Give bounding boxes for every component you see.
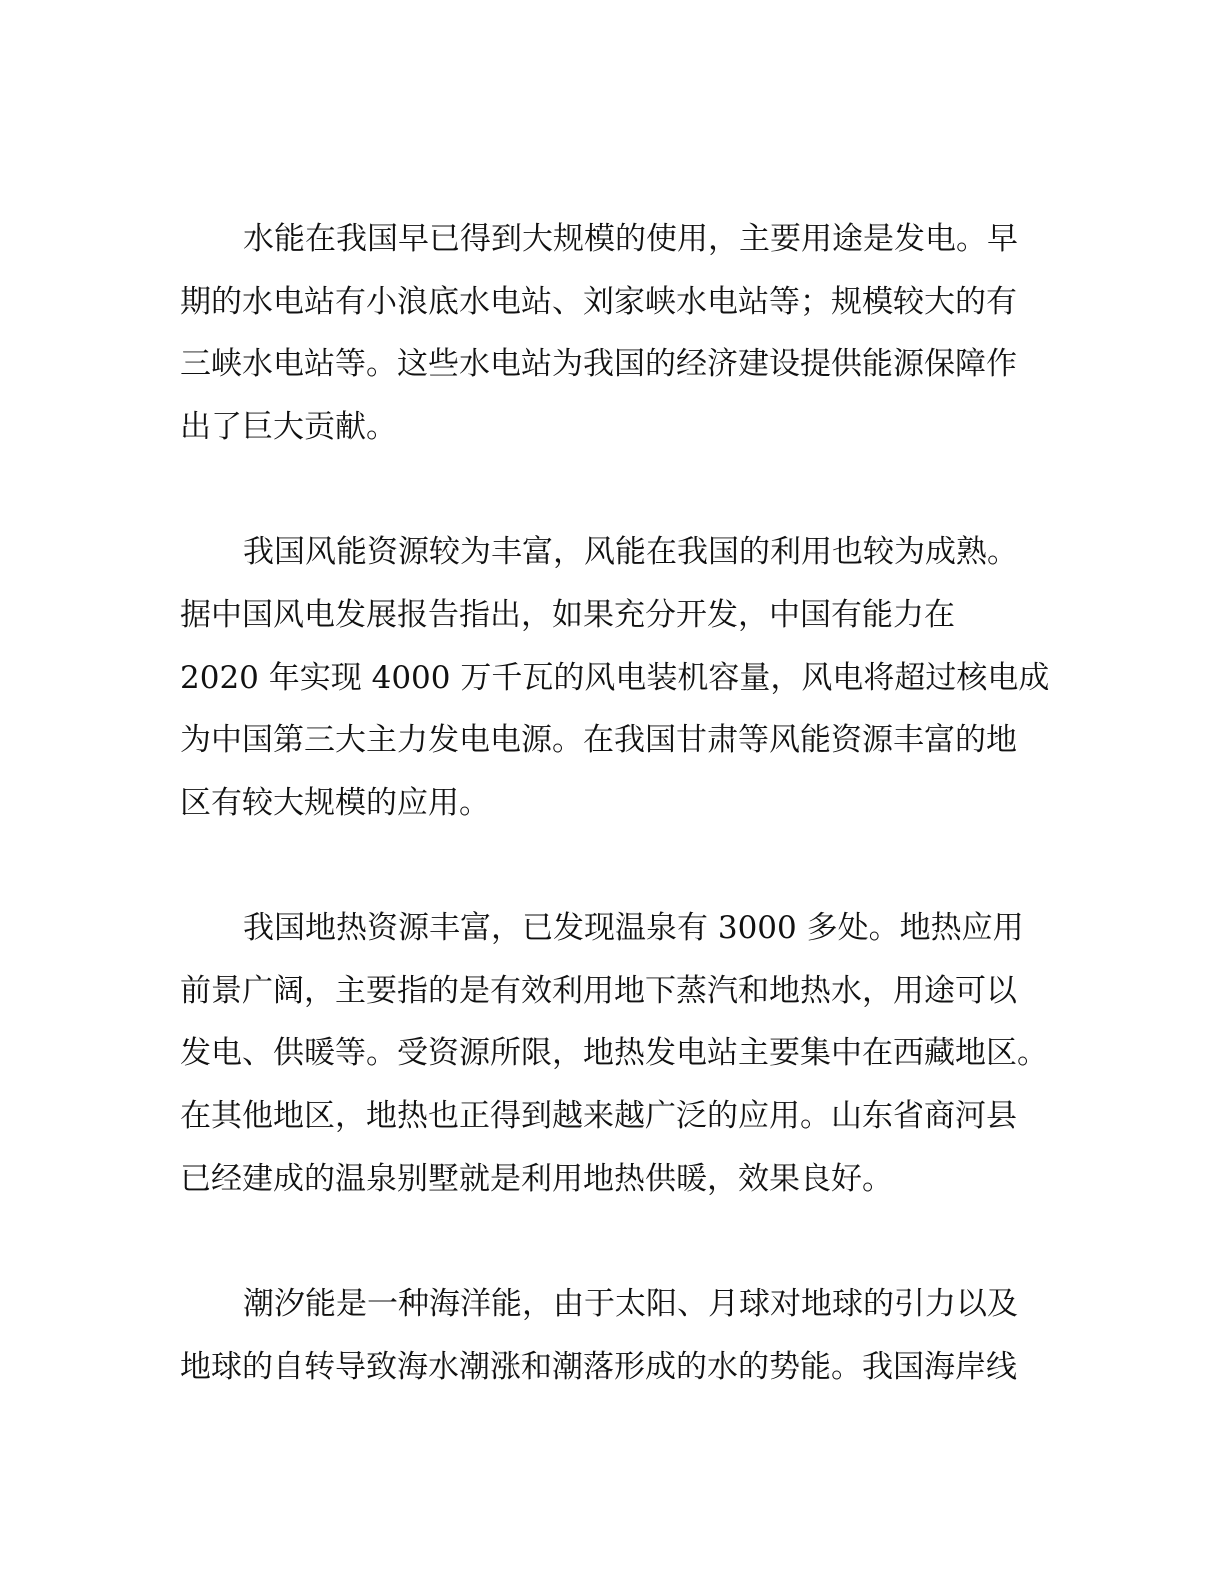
paragraph-1-line-3: 三峡水电站等。这些水电站为我国的经济建设提供能源保障作 [180, 346, 1017, 382]
paragraph-2-line-2: 据中国风电发展报告指出，如果充分开发，中国有能力在 [180, 597, 955, 633]
paragraph-2-line-1: 我国风能资源较为丰富，风能在我国的利用也较为成熟。 [243, 534, 1018, 570]
paragraph-4-line-1: 潮汐能是一种海洋能，由于太阳、月球对地球的引力以及 [243, 1286, 1018, 1322]
paragraph-2-line-3: 2020 年实现 4000 万千瓦的风电装机容量，风电将超过核电成 [180, 660, 1050, 696]
paragraph-1-line-1: 水能在我国早已得到大规模的使用，主要用途是发电。早 [243, 221, 1018, 257]
paragraph-3-line-3: 发电、供暖等。受资源所限，地热发电站主要集中在西藏地区。 [180, 1035, 1048, 1071]
paragraph-4-line-2: 地球的自转导致海水潮涨和潮落形成的水的势能。我国海岸线 [180, 1349, 1017, 1385]
paragraph-3-line-2: 前景广阔，主要指的是有效利用地下蒸汽和地热水，用途可以 [180, 973, 1017, 1009]
paragraph-2-line-4: 为中国第三大主力发电电源。在我国甘肃等风能资源丰富的地 [180, 722, 1017, 758]
paragraph-1-line-4: 出了巨大贡献。 [180, 409, 397, 445]
paragraph-3-line-1: 我国地热资源丰富，已发现温泉有 3000 多处。地热应用 [243, 910, 1024, 946]
paragraph-3-line-5: 已经建成的温泉别墅就是利用地热供暖，效果良好。 [180, 1161, 893, 1197]
paragraph-2-line-5: 区有较大规模的应用。 [180, 785, 490, 821]
paragraph-1-line-2: 期的水电站有小浪底水电站、刘家峡水电站等；规模较大的有 [180, 284, 1017, 320]
paragraph-3-line-4: 在其他地区，地热也正得到越来越广泛的应用。山东省商河县 [180, 1098, 1017, 1134]
